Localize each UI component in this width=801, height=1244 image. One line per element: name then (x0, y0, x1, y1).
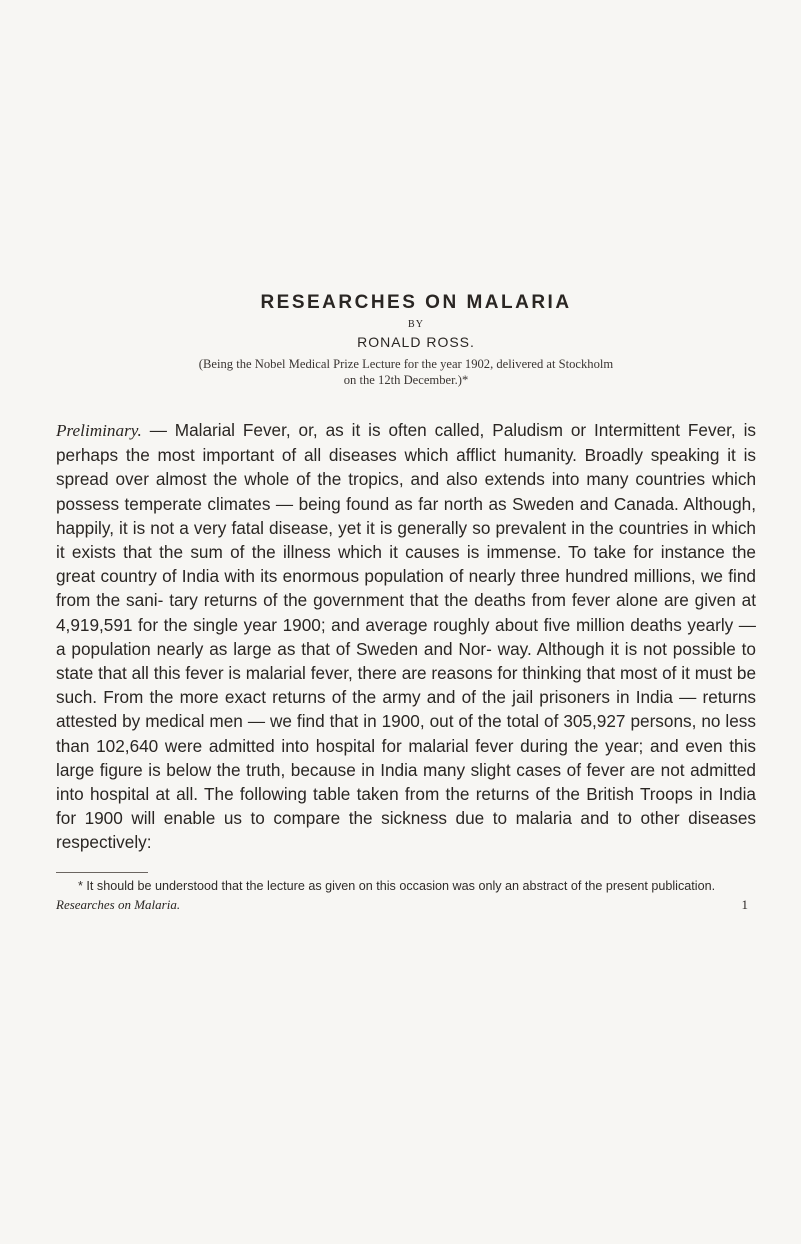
page-footer (56, 896, 756, 914)
subtitle-line-2: on the 12th December.)* (343, 373, 469, 387)
footnote-divider (56, 872, 148, 873)
subtitle (56, 356, 756, 388)
article-title: RESEARCHES ON MALARIA (260, 292, 572, 313)
page (56, 290, 756, 914)
running-title: Researches on Malaria. (56, 896, 181, 912)
page-number: 1 (741, 896, 748, 912)
subtitle-line-1: (Being the Nobel Medical Prize Lecture for the year 1902, delivered at Stockholm (198, 357, 614, 371)
section-lead: Preliminary. (56, 421, 142, 440)
body-paragraph (56, 418, 756, 855)
paragraph-text: — Malarial Fever, or, as it is often called, Paludism or Intermittent Fever, is perhaps the most important of all diseases which afflict humanity. Broadly speaking it is spread over almost the whole of the tropics, and also extends into many countries which possess temperate climates — being found as far north as Sweden and Canada. Although, happily, it is not a very fatal disease, yet it is generally so prevalent in the countries in which it exists that the sum of the illness which it causes is immense. To take for instance the great country of India with its enormous population of nearly three hundred millions, we find from the sani- tary returns of the government that the deaths from fever alone are given at 4,919,591 for the single year 1900; and average roughly about five million deaths yearly — a population nearly as large as that of Sweden and Nor- way. Although it is not possible to state that all this fever is malarial fever, there are reasons for thinking that most of it must be such. From the more exact returns of the army and of the jail prisoners in India — returns attested by medical men — we find that in 1900, out of the total of 305,927 persons, no less than 102,640 were admitted into hospital for malarial fever during the year; and even this large figure is below the truth, because in India many slight cases of fever are not admitted into hospital at all. The following table taken from the returns of the British Troops in India for 1900 will enable us to compare the sickness due to malaria and to other diseases respectively: (56, 420, 756, 853)
byline-label: BY (408, 319, 424, 330)
author-name: RONALD ROSS. (357, 334, 475, 350)
footnote: * It should be understood that the lecture as given on this occasion was only an abstract of the present publication. (78, 878, 716, 893)
